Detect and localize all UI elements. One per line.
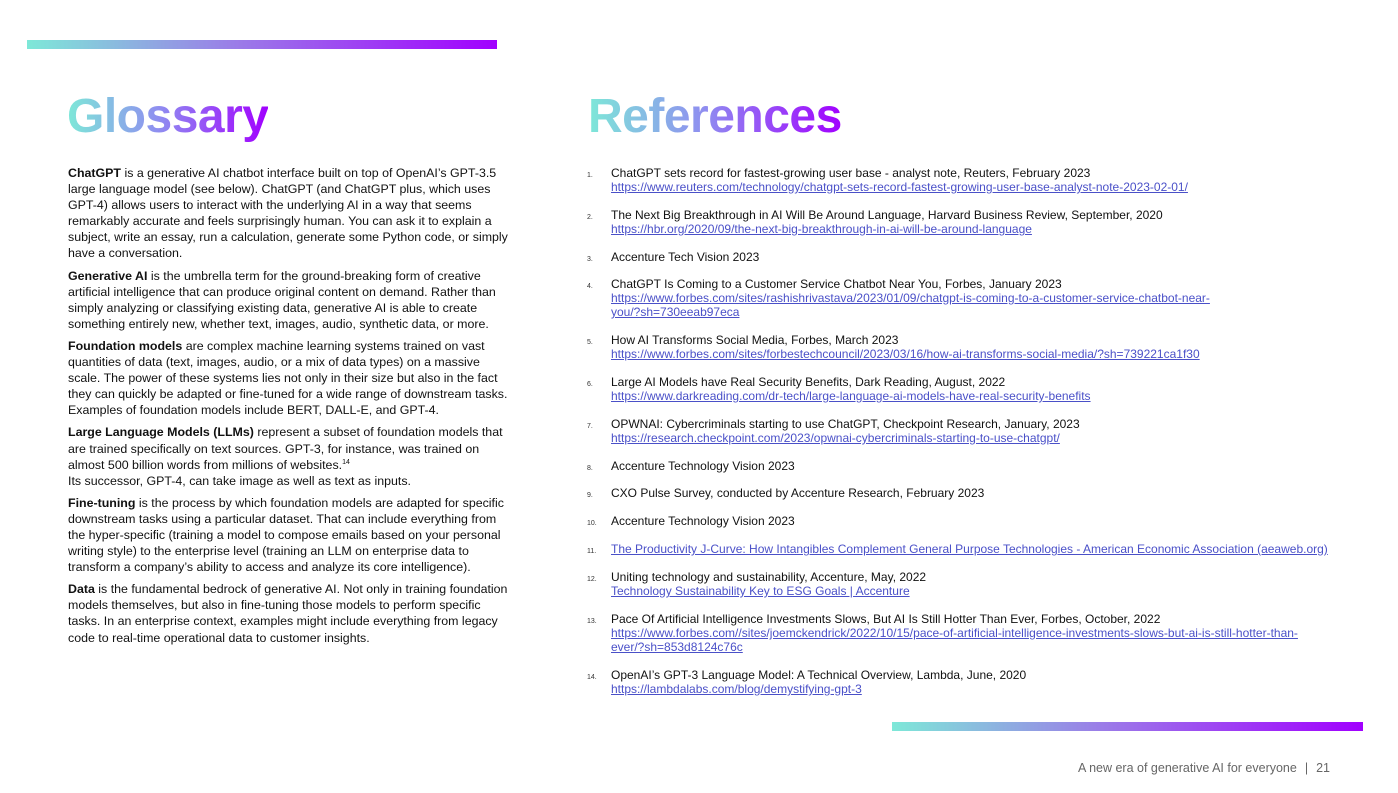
bottom-gradient-bar — [892, 722, 1363, 731]
glossary-definition-continued: Its successor, GPT-4, can take image as well as text as inputs. — [68, 473, 411, 488]
glossary-term: Large Language Models (LLMs) — [68, 425, 254, 440]
page-number: 21 — [1316, 761, 1330, 775]
reference-item — [587, 333, 1347, 361]
reference-item — [587, 166, 1347, 194]
glossary-definition: is the fundamental bedrock of generative AI. Not only in training foundation models themselves, but also in fine-tuning those models to perform specific tasks. In an enterprise context, examples might include everything from legacy code to real-time operational data to customer insights. — [68, 582, 508, 645]
reference-text: Accenture Technology Vision 2023 — [611, 459, 795, 473]
references-heading: References — [588, 88, 842, 146]
reference-number: 11. — [587, 548, 597, 555]
reference-link-continued[interactable]: ever/?sh=853d8124c76c — [611, 640, 743, 654]
glossary-term: Foundation models — [68, 338, 183, 353]
reference-item — [587, 542, 1347, 556]
reference-text: ChatGPT sets record for fastest-growing user base - analyst note, Reuters, February 2023 — [611, 166, 1091, 180]
reference-text: OpenAI’s GPT-3 Language Model: A Technical Overview, Lambda, June, 2020 — [611, 668, 1027, 682]
reference-item — [587, 486, 1347, 500]
reference-text: ChatGPT Is Coming to a Customer Service Chatbot Near You, Forbes, January 2023 — [611, 277, 1062, 291]
reference-link[interactable]: https://www.forbes.com//sites/joemckendrick/2022/10/15/pace-of-artificial-intelligence-investments-slows-but-ai-is-still-hotter-than- — [611, 626, 1298, 640]
glossary-entry — [68, 424, 513, 488]
reference-text: Large AI Models have Real Security Benefits, Dark Reading, August, 2022 — [611, 375, 1006, 389]
glossary-term: Data — [68, 582, 95, 597]
glossary-definition: is a generative AI chatbot interface built on top of OpenAI’s GPT-3.5 large language model (see below). ChatGPT (and ChatGPT plus, which uses GPT-4) allows users to interact with the underlying AI in a way that seems remarkably accurate and feels surprisingly human. You can ask it to explain a subject, write an essay, run a calculation, generate some Python code, or simply have a conversation. — [68, 166, 508, 261]
reference-item — [587, 375, 1347, 403]
reference-number: 9. — [587, 492, 593, 499]
reference-text: Accenture Technology Vision 2023 — [611, 514, 795, 528]
reference-link[interactable]: https://lambdalabs.com/blog/demystifying-gpt-3 — [611, 682, 862, 696]
reference-item — [587, 514, 1347, 528]
reference-text: OPWNAI: Cybercriminals starting to use ChatGPT, Checkpoint Research, January, 2023 — [611, 417, 1080, 431]
glossary-column — [68, 165, 513, 652]
reference-number: 4. — [587, 283, 593, 290]
reference-number: 13. — [587, 618, 597, 625]
top-gradient-bar — [27, 40, 497, 49]
glossary-definition: is the process by which foundation models are adapted for specific downstream tasks using a particular dataset. That can include everything from the hyper-specific (training a model to compose emails based on your personal writing style) to the enterprise level (training an LLM on enterprise data to transform a company’s ability to access and analyze its core intelligence). — [68, 495, 504, 575]
reference-number: 6. — [587, 381, 593, 388]
reference-link-continued[interactable]: you/?sh=730eeab97eca — [611, 305, 740, 319]
reference-item — [587, 250, 1347, 264]
reference-link[interactable]: https://www.reuters.com/technology/chatgpt-sets-record-fastest-growing-user-base-analyst-note-2023-02-01/ — [611, 180, 1188, 194]
reference-number: 12. — [587, 576, 597, 583]
glossary-term: ChatGPT — [68, 166, 122, 180]
reference-item — [587, 277, 1347, 319]
glossary-entry — [68, 581, 513, 645]
reference-link[interactable]: Technology Sustainability Key to ESG Goals | Accenture — [611, 584, 910, 598]
reference-text: Uniting technology and sustainability, Accenture, May, 2022 — [611, 570, 927, 584]
reference-link[interactable]: https://research.checkpoint.com/2023/opwnai-cybercriminals-starting-to-use-chatgpt/ — [611, 431, 1060, 445]
glossary-term: Fine-tuning — [68, 495, 136, 510]
reference-number: 8. — [587, 465, 593, 472]
reference-item — [587, 668, 1347, 696]
reference-link[interactable]: https://www.forbes.com/sites/forbestechcouncil/2023/03/16/how-ai-transforms-social-media/?sh=739221ca1f30 — [611, 347, 1200, 361]
page-footer — [1078, 761, 1330, 775]
reference-number: 14. — [587, 674, 597, 681]
footer-title: A new era of generative AI for everyone — [1077, 761, 1297, 775]
reference-item — [587, 208, 1347, 236]
reference-item — [587, 459, 1347, 473]
reference-text: CXO Pulse Survey, conducted by Accenture Research, February 2023 — [611, 486, 985, 500]
reference-link[interactable]: https://www.forbes.com/sites/rashishrivastava/2023/01/09/chatgpt-is-coming-to-a-customer-service-chatbot-near- — [611, 291, 1210, 305]
reference-text: Pace Of Artificial Intelligence Investments Slows, But AI Is Still Hotter Than Ever, Forbes, October, 2022 — [611, 612, 1161, 626]
reference-text: How AI Transforms Social Media, Forbes, March 2023 — [611, 333, 899, 347]
reference-item — [587, 417, 1347, 445]
glossary-entry — [68, 338, 513, 418]
reference-number: 2. — [587, 214, 593, 221]
reference-link[interactable]: https://www.darkreading.com/dr-tech/large-language-ai-models-have-real-security-benefits — [611, 389, 1091, 403]
footnote-marker: 14 — [342, 458, 350, 466]
glossary-entry — [68, 495, 513, 575]
glossary-term: Generative AI — [68, 268, 148, 283]
glossary-entry — [68, 165, 513, 262]
reference-item — [587, 570, 1347, 598]
glossary-entry — [68, 268, 513, 332]
glossary-heading: Glossary — [67, 88, 268, 146]
reference-link[interactable]: The Productivity J-Curve: How Intangibles Complement General Purpose Technologies - American Economic Association (aeaweb.org) — [611, 542, 1328, 556]
reference-number: 3. — [587, 256, 593, 263]
glossary-definition: represent a subset of foundation models that are trained specifically on text sources. GPT-3, for instance, was trained on almost 500 billion words from millions of websites. — [68, 425, 503, 472]
glossary-definition: are complex machine learning systems trained on vast quantities of data (text, images, audio, or a mix of data types) on a massive scale. The power of these systems lies not only in their size but also in the fact they can quickly be adapted or fine-tuned for a wide range of downstream tasks. Examples of foundation models include BERT, DALL-E, and GPT-4. — [68, 338, 508, 418]
glossary-definition: is the umbrella term for the ground-breaking form of creative artificial intelligence that can produce original content on demand. Rather than simply analyzing or classifying existing data, generative AI is able to create something entirely new, whether text, images, audio, synthetic data, or more. — [68, 268, 496, 331]
reference-link[interactable]: https://hbr.org/2020/09/the-next-big-breakthrough-in-ai-will-be-around-language — [611, 222, 1032, 236]
reference-number: 10. — [587, 520, 597, 527]
reference-text: Accenture Tech Vision 2023 — [611, 250, 760, 264]
reference-text: The Next Big Breakthrough in AI Will Be Around Language, Harvard Business Review, September, 2020 — [611, 208, 1163, 222]
reference-number: 7. — [587, 423, 593, 430]
reference-number: 1. — [587, 172, 593, 179]
reference-number: 5. — [587, 339, 593, 346]
references-list — [587, 166, 1347, 696]
footer-separator: | — [1304, 761, 1309, 775]
reference-item — [587, 612, 1347, 654]
